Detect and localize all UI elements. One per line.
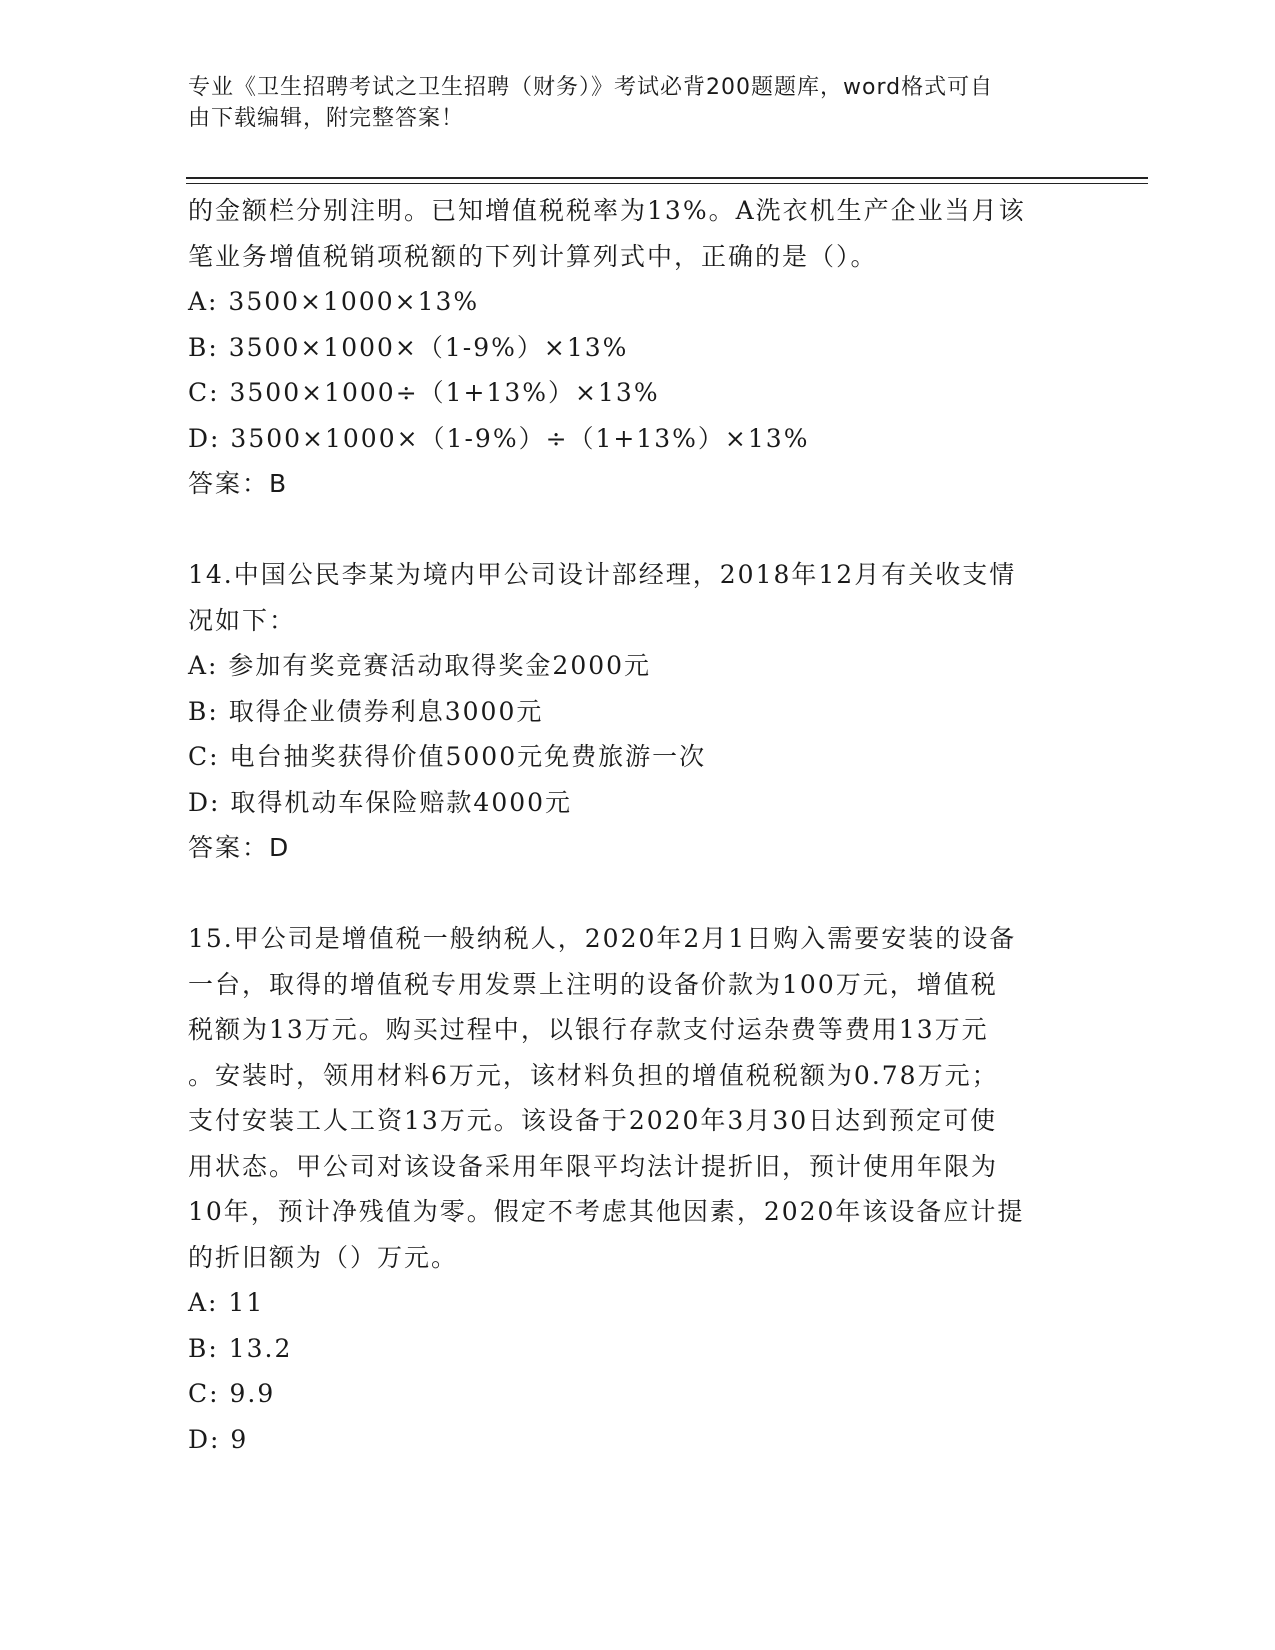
question-13 (188, 188, 1078, 507)
question-text-line: 14.中国公民李某为境内甲公司设计部经理，2018年12月有关收支情 (188, 560, 1017, 589)
option-a: A: 参加有奖竞赛活动取得奖金2000元 (188, 651, 652, 680)
header-divider-thin (186, 183, 1148, 184)
question-text-line: 10年，预计净残值为零。假定不考虑其他因素，2020年该设备应计提 (188, 1197, 1025, 1226)
option-a: A: 11 (188, 1288, 265, 1317)
question-text-line: 的金额栏分别注明。已知增值税税率为13%。A洗衣机生产企业当月该 (188, 196, 1026, 225)
question-15 (188, 916, 1078, 1462)
document-header (188, 72, 1068, 134)
question-text-line: 15.甲公司是增值税一般纳税人，2020年2月1日购入需要安装的设备 (188, 924, 1017, 953)
question-text-line: 一台，取得的增值税专用发票上注明的设备价款为100万元，增值税 (188, 969, 998, 999)
option-b: B: 13.2 (188, 1333, 293, 1363)
option-b: B: 取得企业债券利息3000元 (188, 696, 544, 726)
question-text-line: 税额为13万元。购买过程中，以银行存款支付运杂费等费用13万元 (188, 1015, 989, 1044)
option-d: D: 取得机动车保险赔款4000元 (188, 787, 573, 817)
option-b: B: 3500×1000×（1-9%）×13% (188, 332, 629, 362)
option-a: A: 3500×1000×13% (188, 287, 480, 316)
question-14 (188, 552, 1078, 871)
answer-label: 答案：B (188, 469, 289, 498)
header-line-2: 由下载编辑，附完整答案！ (188, 106, 465, 131)
question-text-line: 的折旧额为（）万元。 (188, 1242, 459, 1272)
question-text-line: 。安装时，领用材料6万元，该材料负担的增值税税额为0.78万元； (188, 1060, 999, 1090)
question-text-line: 笔业务增值税销项税额的下列计算列式中，正确的是（）。 (188, 241, 878, 271)
question-content (188, 188, 1078, 1462)
header-divider-thick (186, 177, 1148, 179)
option-d: D: 3500×1000×（1-9%）÷（1+13%）×13% (188, 423, 810, 453)
question-text-line: 用状态。甲公司对该设备采用年限平均法计提折旧，预计使用年限为 (188, 1151, 999, 1181)
header-line-1: 专业《卫生招聘考试之卫生招聘（财务）》考试必背200题题库，word格式可自 (188, 75, 994, 100)
answer-label: 答案：D (188, 833, 291, 862)
option-c: C: 电台抽奖获得价值5000元免费旅游一次 (188, 742, 707, 771)
spacer (188, 871, 1078, 917)
question-text-line: 支付安装工人工资13万元。该设备于2020年3月30日达到预定可使 (188, 1106, 998, 1135)
question-text-line: 况如下： (188, 605, 297, 635)
option-d: D: 9 (188, 1424, 249, 1454)
option-c: C: 9.9 (188, 1379, 276, 1408)
spacer (188, 507, 1078, 553)
option-c: C: 3500×1000÷（1+13%）×13% (188, 378, 660, 407)
